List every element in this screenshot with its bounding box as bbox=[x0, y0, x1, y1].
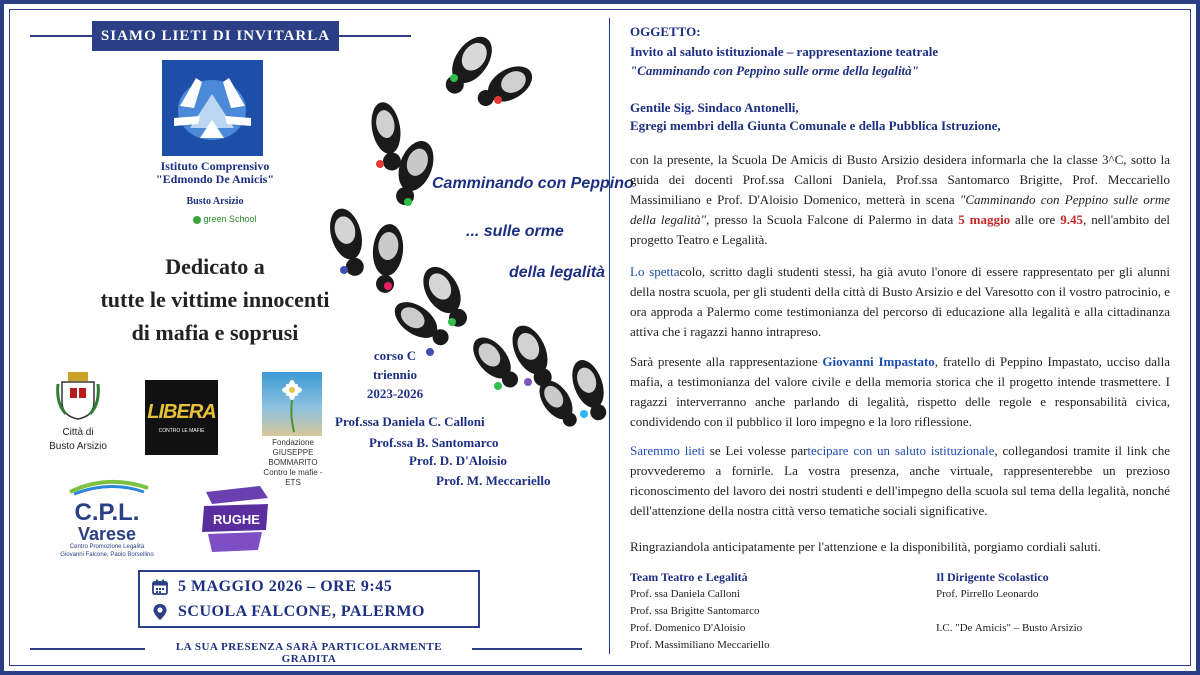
team-member: Prof. Domenico D'Aloisio bbox=[630, 622, 746, 634]
show-title-line1: Camminando con Peppino bbox=[432, 175, 634, 192]
city-logo bbox=[48, 370, 108, 453]
dedication-line3: di mafia e soprusi bbox=[131, 320, 299, 345]
subject-label: OGGETTO: bbox=[630, 24, 701, 39]
libera-logo bbox=[145, 380, 218, 455]
dedication-line2: tutte le vittime innocenti bbox=[100, 287, 330, 312]
team-member: Prof. ssa Brigitte Santomarco bbox=[630, 605, 760, 617]
p1-time: 9.45 bbox=[1060, 212, 1084, 227]
p1-date: 5 maggio bbox=[958, 212, 1011, 227]
course-line1: corso C bbox=[373, 348, 417, 363]
bommarito-caption-line2: GIUSEPPE BOMMARITO bbox=[268, 448, 318, 467]
p1-text: con la presente, la Scuola De Amicis di Busto Arsizio desidera informarla che la classe 3^C, sotto la guida dei docenti Prof.ssa Calloni Daniela, Prof.ssa Santomarco Brigitte, Prof. Meccariello Massimiliano e Prof. D'Aloisio Domenico, metterà in scena bbox=[630, 152, 1170, 207]
footer-rule-right bbox=[472, 648, 582, 650]
p3-text: , fratello di Peppino Impastato, ucciso dalla mafia, a testimonianza del valore civile e della memoria storica che il progetto intende trasmettere. I ragazzi interverranno anche parlando di legalità, rispetto delle regole e responsabilità civica, condividendo con il pubblico il loro impegno e la loro riflessione. bbox=[630, 354, 1170, 429]
p1-title: "Camminando con Peppino sulle orme della legalità" bbox=[630, 192, 1170, 227]
school-city: Busto Arsizio bbox=[186, 196, 244, 207]
show-title-line2: ... sulle orme bbox=[466, 223, 564, 240]
teacher-name: Prof. D. D'Aloisio bbox=[409, 453, 507, 468]
footer-rule-left bbox=[30, 648, 145, 650]
bommarito-foundation-logo bbox=[262, 372, 322, 436]
teacher-name: Prof.ssa B. Santomarco bbox=[369, 435, 499, 450]
p1-text: alle ore bbox=[1010, 212, 1061, 227]
team-member: Prof. ssa Daniela Calloni bbox=[630, 588, 740, 600]
cpl-title: C.P.L. bbox=[74, 499, 140, 526]
school-name-line2: "Edmondo De Amicis" bbox=[155, 172, 274, 186]
p2-text: colo, scritto dagli studenti stessi, ha già avuto l'onore di essere rappresentato per gli alunni della nostra scuola, per gli studenti della città di Busto Arsizio e del Varesotto con il vostro patrocinio, e ora approda a Palermo come testimonianza del percorso di educazione alla legalità e alla cittadinanza attiva che i ragazzi hanno intrapreso. bbox=[630, 264, 1170, 339]
p1-text: , presso la Scuola Falcone di Palermo in data bbox=[706, 212, 959, 227]
team-heading: Team Teatro e Legalità bbox=[630, 570, 748, 584]
p3-guest-name: Giovanni Impastato bbox=[822, 354, 935, 369]
cpl-swoosh-icon bbox=[52, 478, 162, 496]
subject-line2: "Camminando con Peppino sulle orme della legalità" bbox=[630, 63, 919, 78]
salutation-line2: Egregi membri della Giunta Comunale e della Pubblica Istruzione, bbox=[630, 118, 1001, 133]
cpl-varese-logo bbox=[52, 478, 162, 559]
course-info bbox=[350, 346, 440, 403]
event-place: SCUOLA FALCONE, PALERMO bbox=[178, 603, 425, 620]
p4-text: , collegandosi tramite il link che provvederemo a fornirle. La vostra presenza, anche virtuale, rappresenterebbe un prezioso riconoscimento del lavoro dei nostri studenti e dell'impegno della scuola sul tema della legalità, nonché dell'attenzione della nostra città verso tematiche sociali significative. bbox=[630, 443, 1171, 518]
p4-text: se Lei volesse par bbox=[704, 443, 808, 458]
principal-name: Prof. Pirrello Leonardo bbox=[936, 588, 1039, 600]
dedication-line1: Dedicato a bbox=[165, 254, 265, 279]
libera-wordmark: LIBERA bbox=[147, 401, 216, 423]
subject-line1: Invito al saluto istituzionale – rappresentazione teatrale bbox=[630, 44, 939, 59]
city-label-line1: Città di bbox=[62, 427, 94, 438]
green-school-badge bbox=[193, 215, 257, 224]
principal-school: I.C. "De Amicis" – Busto Arsizio bbox=[936, 622, 1083, 634]
school-name bbox=[150, 160, 280, 186]
paragraph-request bbox=[630, 441, 1170, 521]
banner-rule-left bbox=[30, 35, 92, 37]
event-info-box bbox=[138, 570, 480, 628]
team-member: Prof. Massimiliano Meccariello bbox=[630, 639, 770, 651]
edelweiss-icon bbox=[262, 372, 322, 436]
school-logo-hands-icon bbox=[160, 58, 265, 158]
p2-lead: Lo spetta bbox=[630, 264, 680, 279]
bommarito-caption-line3: Contro le mafie - ETS bbox=[263, 468, 323, 487]
green-school-leaf-icon bbox=[193, 216, 201, 224]
city-label-line2: Busto Arsizio bbox=[49, 441, 107, 452]
cpl-caption-line2: Giovanni Falcone, Paolo Borsellino bbox=[60, 552, 154, 558]
calendar-icon bbox=[152, 579, 168, 595]
p1-text: , nell'ambito del progetto Teatro e Legalità. bbox=[630, 212, 1170, 247]
paragraph-closing: Ringraziandola anticipatamente per l'attenzione e la disponibilità, porgiamo cordiali saluti. bbox=[630, 539, 1102, 554]
course-line2: triennio bbox=[372, 367, 418, 382]
course-line3: 2023-2026 bbox=[366, 386, 424, 401]
footer-note: LA SUA PRESENZA SARÀ PARTICOLARMENTE GRADITA bbox=[175, 641, 443, 665]
cpl-caption-line1: Centro Promozione Legalità bbox=[69, 544, 145, 550]
school-name-line1: Istituto Comprensivo bbox=[160, 159, 270, 173]
p3-text: Sarà presente alla rappresentazione bbox=[630, 354, 823, 369]
paragraph-intro bbox=[630, 150, 1170, 250]
cpl-subtitle: Varese bbox=[77, 524, 137, 544]
principal-heading: Il Dirigente Scolastico bbox=[936, 570, 1049, 584]
show-title-line3: della legalità bbox=[509, 264, 606, 281]
teacher-name: Prof. M. Meccariello bbox=[436, 473, 551, 488]
p4-request: tecipare con un saluto istituzionale bbox=[807, 443, 995, 458]
p4-lead: Saremmo lieti bbox=[630, 443, 705, 458]
rughe-label: RUGHE bbox=[213, 512, 260, 527]
event-date: 5 MAGGIO 2026 – ORE 9:45 bbox=[178, 578, 393, 595]
salutation-line1: Gentile Sig. Sindaco Antonelli, bbox=[630, 100, 799, 115]
bommarito-caption-line1: Fondazione bbox=[272, 438, 314, 447]
green-school-label: green School bbox=[203, 214, 257, 224]
paragraph-show bbox=[630, 262, 1170, 342]
location-pin-icon bbox=[152, 603, 168, 621]
teacher-name: Prof.ssa Daniela C. Calloni bbox=[335, 414, 485, 429]
city-crest-icon bbox=[56, 370, 100, 420]
invite-banner: SIAMO LIETI DI INVITARLA bbox=[92, 21, 339, 51]
paragraph-guest bbox=[630, 352, 1170, 432]
libera-subtitle: CONTRO LE MAFIE bbox=[158, 428, 205, 434]
bommarito-caption bbox=[257, 438, 329, 488]
